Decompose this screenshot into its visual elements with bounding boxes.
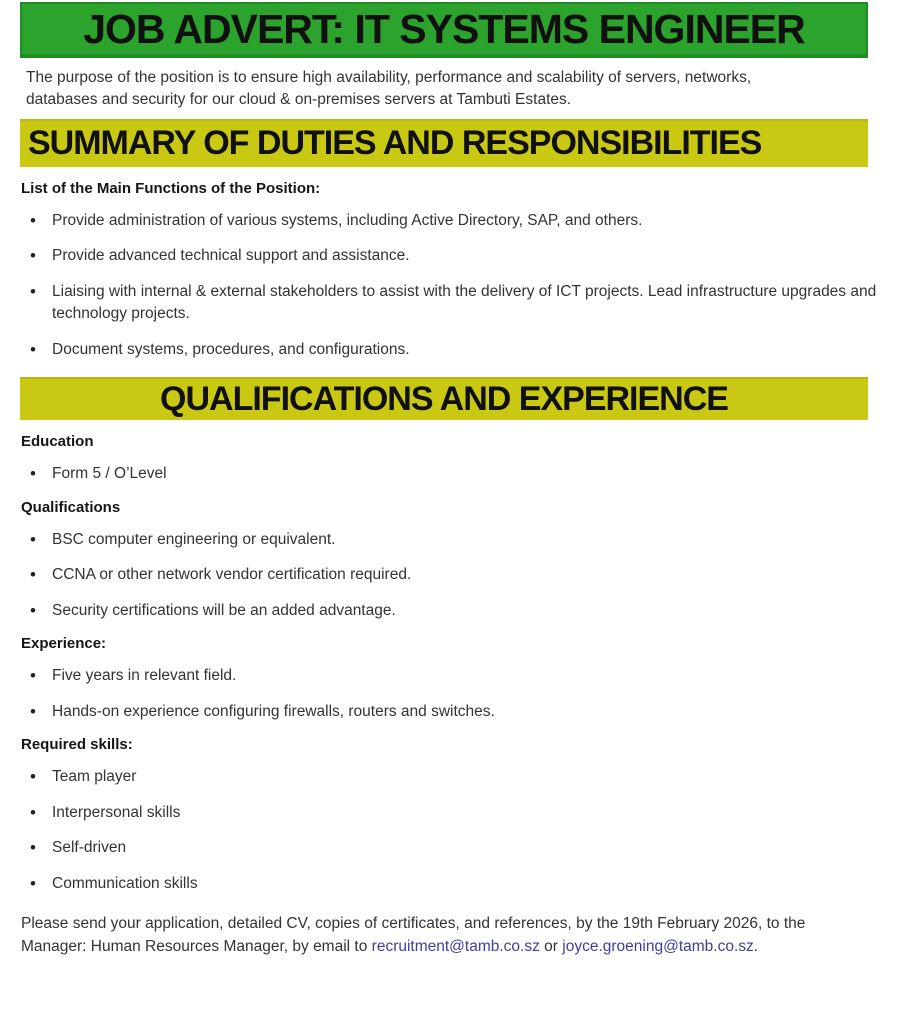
experience-bullet-list (20, 665, 881, 723)
section-banner-duties (20, 119, 868, 167)
duties-heading: List of the Main Functions of the Position: (21, 179, 321, 197)
list-item: • Interpersonal skills (20, 802, 878, 824)
duties-bullet-list (20, 210, 881, 361)
list-item: • Self-driven (20, 837, 878, 859)
closing-text-between: or (539, 938, 563, 956)
list-item: • Hands-on experience configuring firewalls, routers and switches. (20, 701, 878, 723)
section-title-qualifications: QUALIFICATIONS AND EXPERIENCE (160, 380, 728, 419)
list-item: • Security certifications will be an added advantage. (20, 600, 878, 622)
qualifications-bullet-list (20, 529, 881, 622)
intro-paragraph: The purpose of the position is to ensure high availability, performance and scalability of servers, networks, databases and security for our cloud & on-premises servers at Tambuti Estates. (26, 69, 752, 109)
email-link-recruitment[interactable]: recruitment@tamb.co.sz (371, 938, 540, 956)
education-heading: Education (21, 433, 94, 451)
qualifications-heading: Qualifications (21, 498, 121, 516)
section-title-duties: SUMMARY OF DUTIES AND RESPONSIBILITIES (28, 124, 762, 163)
list-item: • Form 5 / O’Level (20, 463, 878, 485)
list-item: • Document systems, procedures, and configurations. (20, 339, 878, 361)
closing-text-after: . (753, 938, 759, 956)
page-title: JOB ADVERT: IT SYSTEMS ENGINEER (83, 5, 805, 52)
section-banner-qualifications (20, 377, 868, 420)
list-item: • Team player (20, 766, 878, 788)
list-item: • Provide advanced technical support and assistance. (20, 245, 878, 267)
title-banner (20, 2, 868, 58)
required-skills-heading: Required skills: (21, 736, 133, 754)
education-bullet-list (20, 463, 881, 485)
list-item: • CCNA or other network vendor certification required. (20, 564, 878, 586)
required-skills-bullet-list (20, 766, 881, 895)
list-item: • Five years in relevant field. (20, 665, 878, 687)
closing-text-before: Please send your application, detailed CV, copies of certificates, and references, by the 19th February 2026, to the Manager: Human Resources Manager, by email to (21, 914, 806, 956)
list-item: • BSC computer engineering or equivalent. (20, 529, 878, 551)
list-item: • Liaising with internal & external stakeholders to assist with the delivery of ICT projects. Lead infrastructure upgrades and technology projects. (20, 281, 878, 326)
list-item: • Communication skills (20, 873, 878, 895)
experience-heading: Experience: (21, 635, 107, 653)
application-instructions (21, 912, 853, 959)
email-link-joyce-groening[interactable]: joyce.groening@tamb.co.sz (562, 938, 754, 956)
list-item: • Provide administration of various systems, including Active Directory, SAP, and others. (20, 210, 878, 232)
